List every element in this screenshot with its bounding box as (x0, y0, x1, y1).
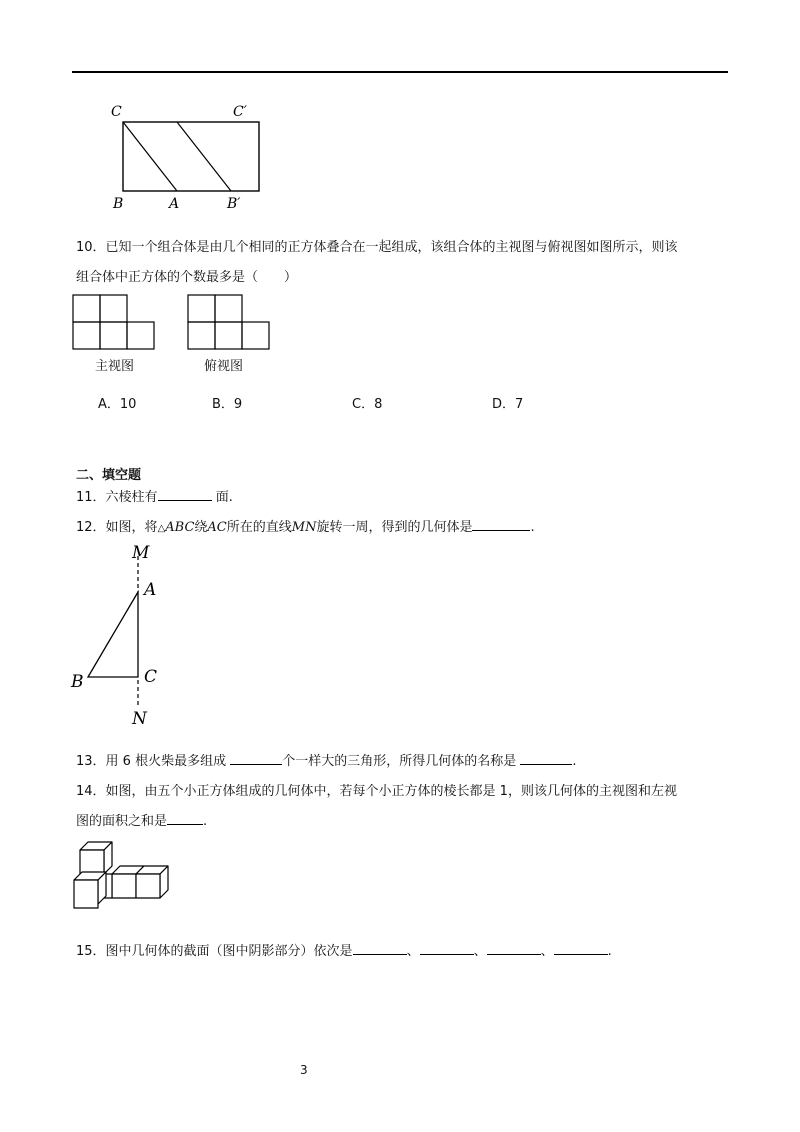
q15-blank-3[interactable] (487, 942, 541, 955)
q9-label-c-prime: C′ (233, 104, 247, 120)
q15 (76, 940, 612, 959)
q12-ac: AC (207, 520, 227, 535)
q15-blank-4[interactable] (554, 942, 608, 955)
q15-text: 图中几何体的截面（图中阴影部分）依次是 (105, 944, 353, 959)
q14-text-line1: 如图，由五个小正方体组成的几何体中，若每个小正方体的棱长都是 1，则该几何体的主视图和左视 (105, 784, 677, 799)
q10-option-a[interactable] (98, 393, 136, 412)
q14-text-end: . (203, 814, 208, 829)
section-title: 二、填空题 (76, 468, 142, 483)
q14-blank[interactable] (167, 812, 203, 825)
q9-label-c: C (111, 104, 122, 120)
option-letter: C． (352, 397, 375, 412)
q12-text-end: . (530, 520, 535, 535)
q9-diagonal-1 (123, 122, 177, 191)
triangle-abc (88, 592, 138, 677)
option-letter: B． (212, 397, 234, 412)
q9-figure (105, 96, 275, 216)
q12-label-n: N (132, 709, 147, 729)
q12-label-c: C (144, 667, 158, 687)
q10-top-view (187, 294, 277, 354)
q10-line1 (76, 236, 678, 255)
q14-number: 14． (76, 784, 106, 799)
q11 (76, 486, 233, 505)
option-letter: D． (492, 397, 516, 412)
q15-blank-1[interactable] (353, 942, 407, 955)
q12-abc: ABC (165, 520, 195, 535)
q12-label-a: A (144, 580, 157, 600)
q10-option-d[interactable] (492, 393, 523, 412)
q11-blank[interactable] (158, 488, 212, 501)
q9-label-a: A (169, 196, 180, 212)
q12-text: 如图，将 (105, 520, 158, 535)
q13-text: 个一样大的三角形，所得几何体的名称是 (282, 754, 517, 769)
top-view-label: 俯视图 (204, 359, 244, 374)
q15-text-end: . (607, 944, 612, 959)
q10-option-c[interactable] (352, 393, 382, 412)
q14-line2 (76, 810, 207, 829)
option-value: 10 (119, 397, 137, 412)
q10-line2: 组合体中正方体的个数最多是（ ） (76, 270, 298, 285)
q13-text: 用 6 根火柴最多组成 (105, 754, 227, 769)
q14-cubes-figure (70, 836, 180, 916)
q10-text-line1: 已知一个组合体是由几个相同的正方体叠合在一起组成，该组合体的主视图与俯视图如图所示，则该 (105, 240, 678, 255)
q12-blank[interactable] (472, 518, 530, 531)
option-value: 7 (515, 397, 524, 412)
q15-separator: 、 (406, 944, 420, 959)
q15-blank-2[interactable] (420, 942, 474, 955)
q12-number: 12． (76, 520, 106, 535)
header-rule (72, 71, 728, 73)
front-view-label: 主视图 (95, 359, 135, 374)
q9-label-b-prime: B′ (227, 196, 241, 212)
q14-line1 (76, 780, 677, 799)
q10-option-b[interactable] (212, 393, 242, 412)
option-letter: A． (98, 397, 120, 412)
q13-blank-2[interactable] (520, 752, 572, 765)
q13-blank-1[interactable] (230, 752, 282, 765)
q13-text-end: . (572, 754, 577, 769)
q9-label-b: B (113, 196, 124, 212)
triangle-symbol: △ (157, 523, 166, 534)
q12-text: 旋转一周，得到的几何体是 (316, 520, 473, 535)
q10-number: 10． (76, 240, 106, 255)
q15-separator: 、 (540, 944, 554, 959)
option-value: 8 (374, 397, 383, 412)
q12-figure (68, 540, 178, 730)
q12 (76, 516, 535, 535)
q12-mn: MN (291, 520, 317, 535)
q14-text-line2: 图的面积之和是 (76, 814, 168, 829)
q12-text: 绕 (194, 520, 208, 535)
q11-number: 11． (76, 490, 106, 505)
page-number: 3 (300, 1063, 308, 1077)
q13 (76, 750, 577, 769)
q13-number: 13． (76, 754, 106, 769)
q12-label-b: B (71, 672, 84, 692)
q9-diagonal-2 (177, 122, 231, 191)
q11-text-end: 面. (215, 490, 233, 505)
q12-label-m: M (132, 543, 150, 563)
option-value: 9 (233, 397, 243, 412)
q11-text: 六棱柱有 (105, 490, 158, 505)
q10-front-view (72, 294, 162, 354)
q15-number: 15． (76, 944, 106, 959)
q15-separator: 、 (473, 944, 487, 959)
q12-text: 所在的直线 (226, 520, 292, 535)
q9-rectangle (123, 122, 259, 191)
